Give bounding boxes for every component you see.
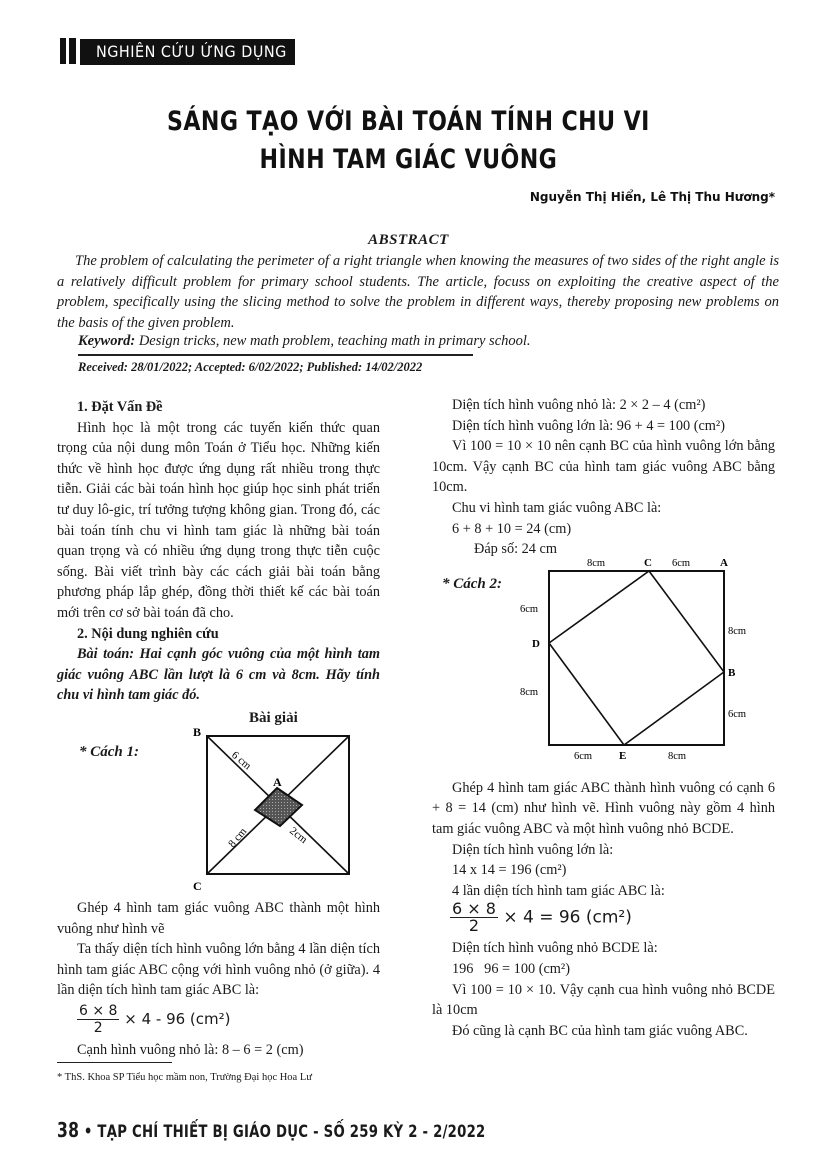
figure-2-diagram [512,552,752,764]
formula-1 [57,1003,380,1036]
journal-name: • TẠP CHÍ THIẾT BỊ GIÁO DỤC - SỐ 259 KỲ 2 - 2/2022 [83,1122,486,1142]
small-square-area: Diện tích hình vuông nhỏ là: 2 × 2 – 4 (cm²) [452,397,706,413]
formula-2-numerator: 6 × 8 [452,899,496,919]
formula-2-rest: × 4 = 96 (cm²) [503,907,632,928]
formula-1-denominator: 2 [93,1019,103,1036]
left-bottom-length: 8cm [520,686,539,698]
formula-2 [432,901,775,934]
page-number: 38 [57,1118,80,1142]
right-column [432,395,775,1041]
label-D: D [532,637,540,650]
right-bottom-length: 6cm [728,708,747,720]
formula-1-rest: × 4 - 96 (cm²) [124,1009,231,1028]
method2-paragraph-8: Đó cũng là cạnh BC của hình tam giác vuông ABC. [452,1022,748,1039]
problem-statement: Bài toán: Hai cạnh góc vuông của một hình tam giác vuông ABC lần lượt là 6 cm và 8cm. Hãy tính chu vi hình tam giác đó. [57,646,380,704]
label-B: B [193,725,202,739]
keywords [78,333,531,350]
footnote: * ThS. Khoa SP Tiểu học mầm non, Trường Đại học Hoa Lư [57,1072,312,1083]
publication-dates: Received: 28/01/2022; Accepted: 6/02/2022; Published: 14/02/2022 [78,360,423,374]
top-right-length: 6cm [672,557,691,569]
section1-heading: 1. Đặt Vấn Đề [77,399,163,415]
method2-paragraph-6: 196 96 = 100 (cm²) [452,960,570,977]
method1-paragraph-2: Ta thấy diện tích hình vuông lớn bằng 4 lần diện tích hình tam giác ABC cộng với hình vuông nhỏ (ở giữa). 4 lần diện tích hình tam giác ABC là: [57,941,380,999]
left-column [57,397,380,1060]
label-B: B [728,666,736,679]
figure-1-diagram [193,726,363,892]
divider [78,354,473,356]
formula-1-numerator: 6 × 8 [79,1002,118,1019]
right-top-length: 8cm [728,625,747,637]
edge-label-8cm: 8 cm [226,825,250,850]
method-2-label: * Cách 2: [442,575,502,592]
perimeter-label: Chu vi hình tam giác vuông ABC là: [452,499,662,516]
method1-paragraph-3: Cạnh hình vuông nhỏ là: 8 – 6 = 2 (cm) [77,1041,304,1058]
figure-2-block [432,556,775,766]
label-A: A [273,774,282,789]
side-bc-reasoning: Vì 100 = 10 × 10 nên cạnh BC của hình vuông lớn bằng 10cm. Vậy cạnh BC của hình tam giác vuông ABC bằng 10cm. [432,438,775,496]
left-top-length: 6cm [520,603,539,615]
label-C: C [644,556,652,569]
label-C: C [193,878,202,892]
edge-label-6cm: 6 cm [229,749,254,773]
title-line-2: HÌNH TAM GIÁC VUÔNG [259,144,558,175]
solution-heading: Bài giải [249,709,298,726]
method2-paragraph-3: 14 x 14 = 196 (cm²) [452,862,567,879]
section-label: NGHIÊN CỨU ỨNG DỤNG [80,39,295,65]
keyword-label: Keyword: [78,333,136,349]
abstract-text: The problem of calculating the perimeter of a right triangle when knowing the measures of two sides of the right angle is a relatively difficult problem for primary school students. The article, focuss on exploiting the creative aspect of the problem, specifically using the slicing method to solve the problem in different ways, thereby proposing new problems on the basis of the given problem. [57,253,779,331]
method2-paragraph-5: Diện tích hình vuông nhỏ BCDE là: [452,940,658,957]
method-1-label: * Cách 1: [79,743,139,760]
top-left-length: 8cm [587,557,606,569]
answer: Đáp số: 24 cm [474,541,557,558]
large-square-area: Diện tích hình vuông lớn là: 96 + 4 = 100 (cm²) [452,417,725,434]
method1-paragraph-1: Ghép 4 hình tam giác vuông ABC thành một hình vuông như hình vẽ [57,899,380,937]
footnote-divider [57,1062,172,1063]
figure-1-block [57,706,380,892]
perimeter-calc: 6 + 8 + 10 = 24 (cm) [452,520,572,537]
keyword-text: Design tricks, new math problem, teaching math in primary school. [135,333,531,349]
section1-paragraph: Hình học là một trong các tuyến kiến thức quan trọng của nội dung môn Toán ở Tiểu học. Những kiến thức về hình học được ứng dụng rất nhiều trong thực tiễn. Giải các bài toán hình học giúp học sinh phát triển tư duy lô-gic, trí tưởng tượng không gian. Trong đó, các bài toán tính chu vi hình tam giác là những bài toán quan trọng và có nhiều ứng dụng trong thực tiễn cuộc sống. Bài viết trình bày các cách giải bài toán bằng phương pháp lắp ghép, đồng thời thiết kế các bài toán mới trên cơ sở bài toán đã cho. [57,419,380,621]
method2-paragraph-7: Vì 100 = 10 × 10. Vậy cạnh cua hình vuông nhỏ BCDE là 10cm [432,981,775,1019]
authors: Nguyễn Thị Hiển, Lê Thị Thu Hương* [529,190,775,204]
method2-paragraph-1: Ghép 4 hình tam giác ABC thành hình vuông có cạnh 6 + 8 = 14 (cm) như hình vẽ. Hình vuông này gồm 4 hình tam giác vuông ABC và một hình vuông nhỏ BCDE. [432,779,775,837]
abstract-heading: ABSTRACT [368,232,449,248]
title-line-1: SÁNG TẠO VỚI BÀI TOÁN TÍNH CHU VI [166,106,650,137]
label-E: E [619,749,627,762]
formula-2-denominator: 2 [468,916,480,936]
bottom-left-length: 6cm [574,750,593,762]
page-footer [57,1118,486,1142]
label-A: A [720,556,728,569]
method2-paragraph-2: Diện tích hình vuông lớn là: [452,841,614,858]
article-title [73,103,743,179]
section-marker-bars [60,38,80,64]
bottom-right-length: 8cm [668,750,687,762]
edge-label-2cm: 2cm [287,824,310,846]
method2-paragraph-4: 4 lần diện tích hình tam giác ABC là: [452,882,665,899]
section2-heading: 2. Nội dung nghiên cứu [77,625,219,642]
